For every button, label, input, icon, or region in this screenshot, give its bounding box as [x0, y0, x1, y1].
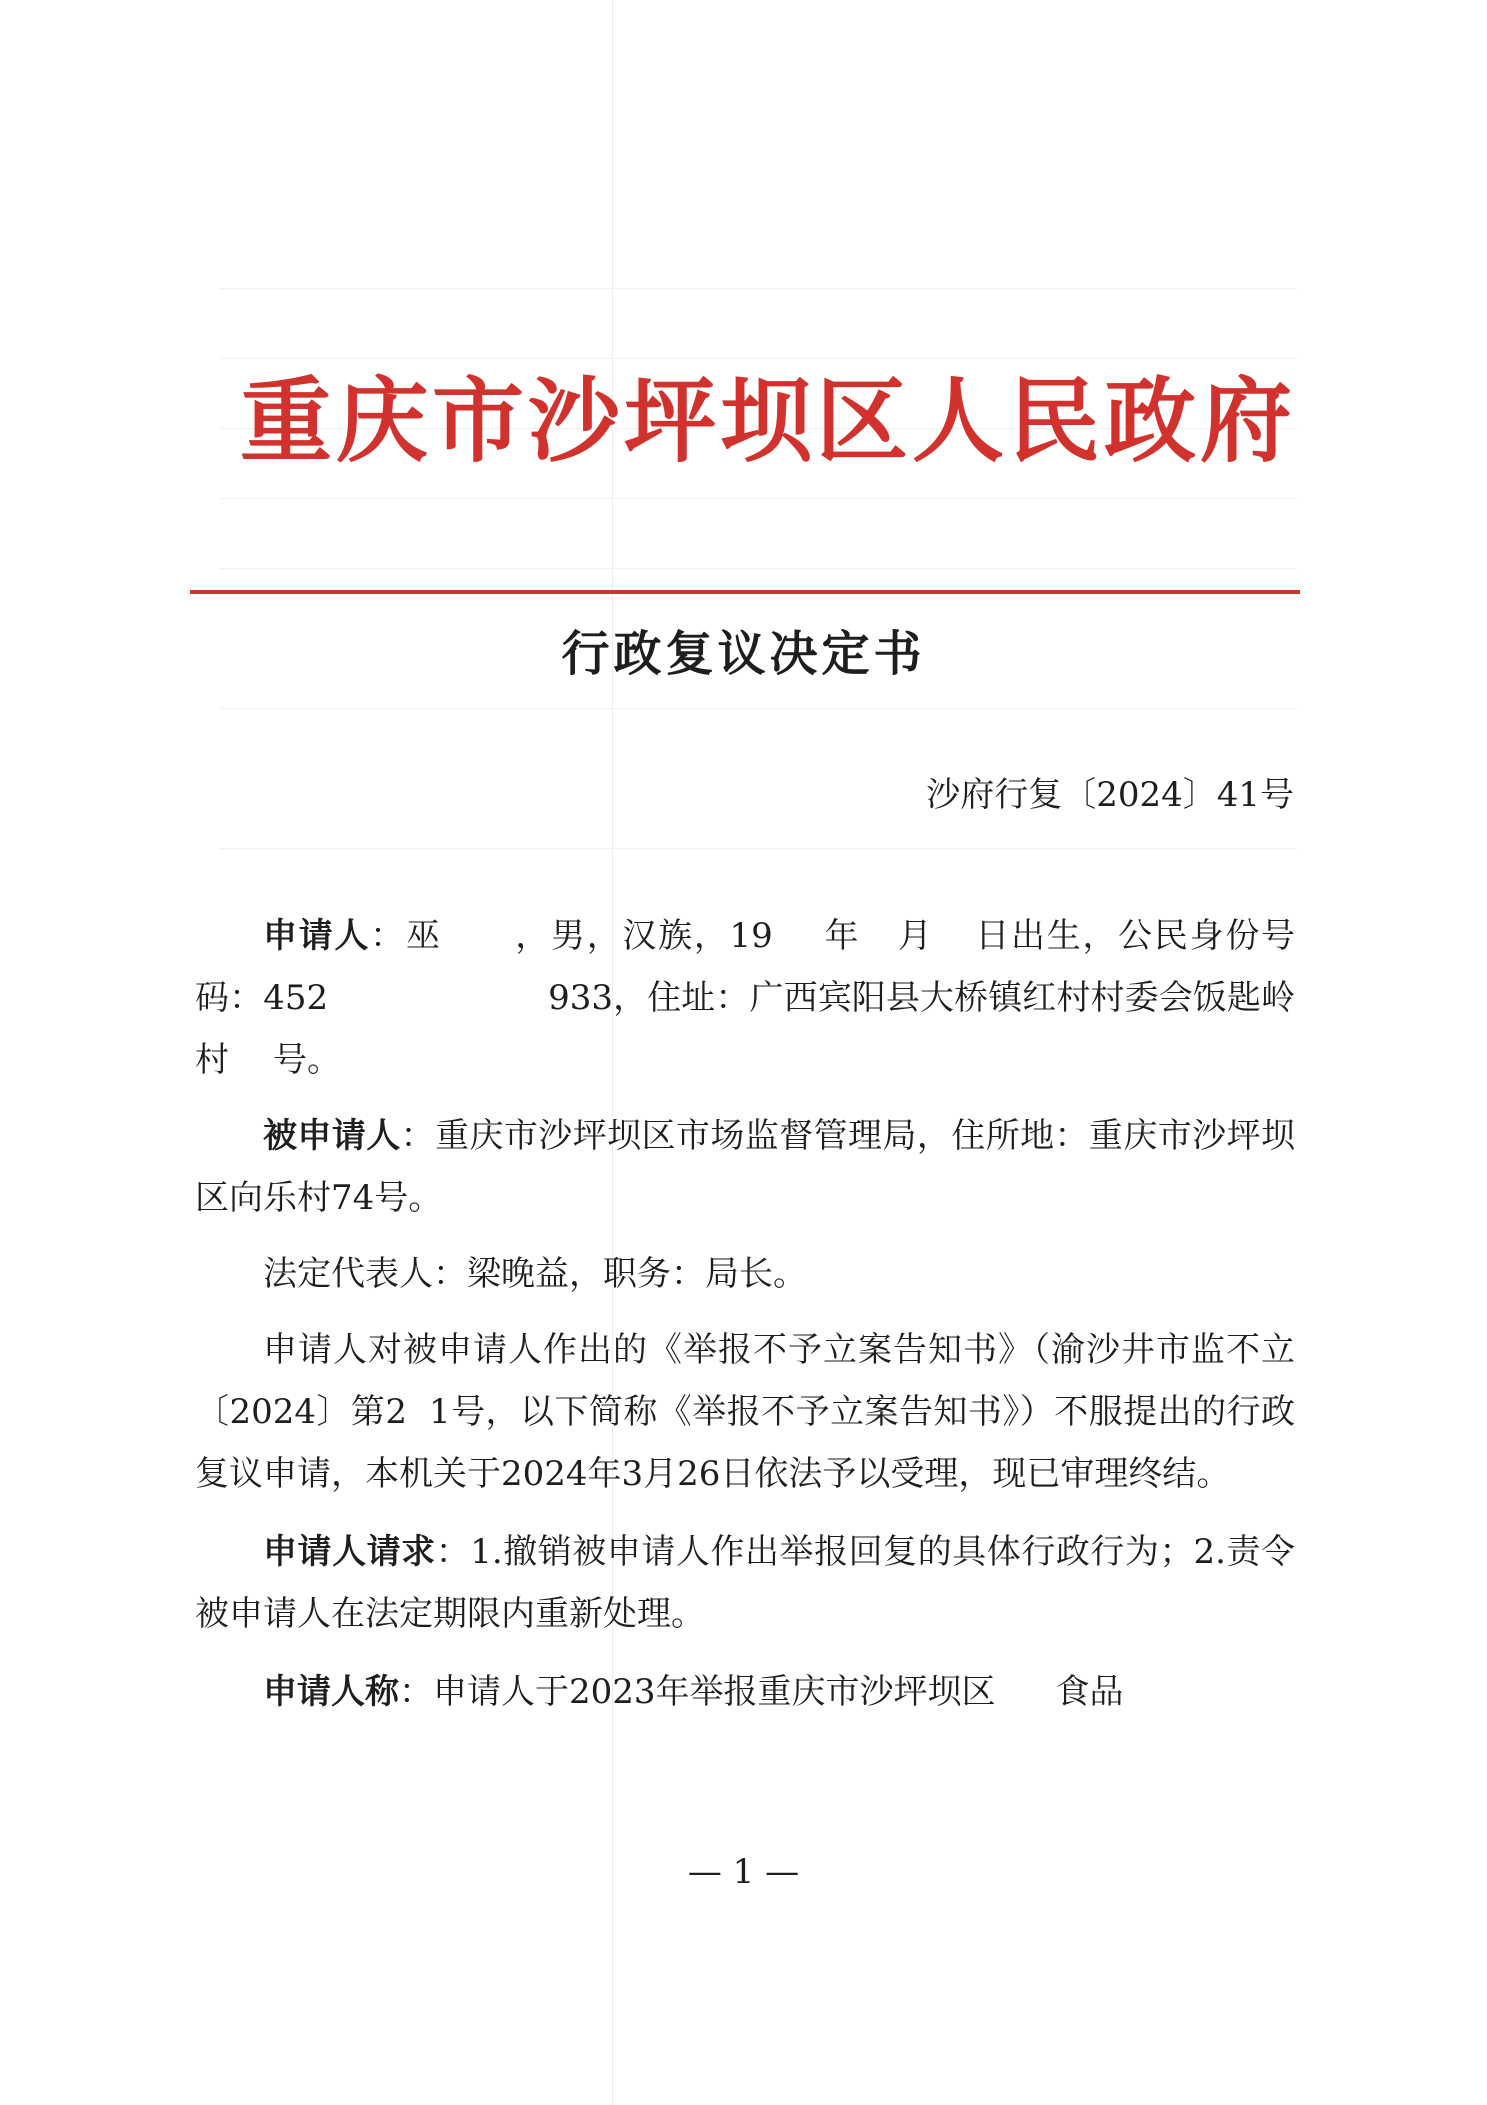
redaction-block — [328, 977, 548, 1023]
redaction-block — [442, 915, 514, 961]
bleed-through-line — [220, 568, 1297, 569]
redaction-block — [407, 1391, 429, 1437]
redaction-block — [229, 1039, 273, 1085]
claim-label: 申请人称 — [263, 1672, 399, 1712]
bleed-through-line — [220, 358, 1297, 359]
intro-paragraph — [195, 1319, 1295, 1505]
redaction-block — [773, 915, 823, 961]
claim-text-after: 食品 — [1055, 1672, 1124, 1712]
applicant-name-text: ：巫 — [370, 916, 442, 956]
request-text: ：1.撤销被申请人作出举报回复的具体行政行为；2.责令被申请人在法定期限内重新处理。 — [195, 1532, 1295, 1634]
respondent-text: ：重庆市沙坪坝区市场监督管理局，住所地：重庆市沙坪坝区向乐村74号。 — [195, 1116, 1295, 1218]
respondent-paragraph — [195, 1105, 1295, 1229]
applicant-gender-text: ，男，汉族，19 — [513, 916, 773, 956]
page-number: — 1 — — [687, 1852, 800, 1892]
bleed-through-line — [220, 848, 1297, 849]
bleed-through-line — [220, 498, 1297, 499]
legal-representative-paragraph: 法定代表人：梁晚益，职务：局长。 — [263, 1254, 807, 1294]
respondent-label: 被申请人 — [263, 1116, 401, 1156]
applicant-paragraph — [195, 905, 1295, 1091]
document-body — [195, 905, 1295, 1723]
intro-text-part1: 申请人对被申请人作出的《举报不予立案告知书》（渝沙井市监不立〔2024〕第2 — [195, 1330, 1295, 1432]
claim-paragraph — [195, 1661, 1295, 1723]
applicant-address-text: 933，住址：广西宾阳县大桥镇红村村委会饭匙岭村 — [195, 978, 1295, 1080]
document-title: 行政复议决定书 — [561, 626, 926, 682]
applicant-address-end: 号。 — [273, 1040, 341, 1080]
applicant-label: 申请人 — [263, 916, 371, 956]
government-title: 重庆市沙坪坝区人民政府 — [240, 367, 1297, 475]
bleed-through-line — [220, 288, 1297, 289]
red-header-rule — [190, 590, 1300, 594]
request-label: 申请人请求 — [263, 1532, 436, 1572]
applicant-month-text: 月 — [896, 916, 934, 956]
redaction-block — [934, 915, 974, 961]
intro-text-part2: 1号，以下简称《举报不予立案告知书》）不服提出的行政复议申请，本机关于2024年3月26日依法予以受理，现已审理终结。 — [195, 1392, 1295, 1494]
request-paragraph — [195, 1521, 1295, 1645]
redaction-block — [996, 1671, 1056, 1717]
bleed-through-line — [220, 708, 1297, 709]
applicant-year-text: 年 — [822, 916, 861, 956]
document-number: 沙府行复〔2024〕41号 — [926, 775, 1294, 815]
redaction-block — [860, 915, 896, 961]
applicant-birth-id-text: 日出生，公民身份号码：452 — [195, 916, 1296, 1018]
claim-text-before: ：申请人于2023年举报重庆市沙坪坝区 — [399, 1672, 996, 1712]
